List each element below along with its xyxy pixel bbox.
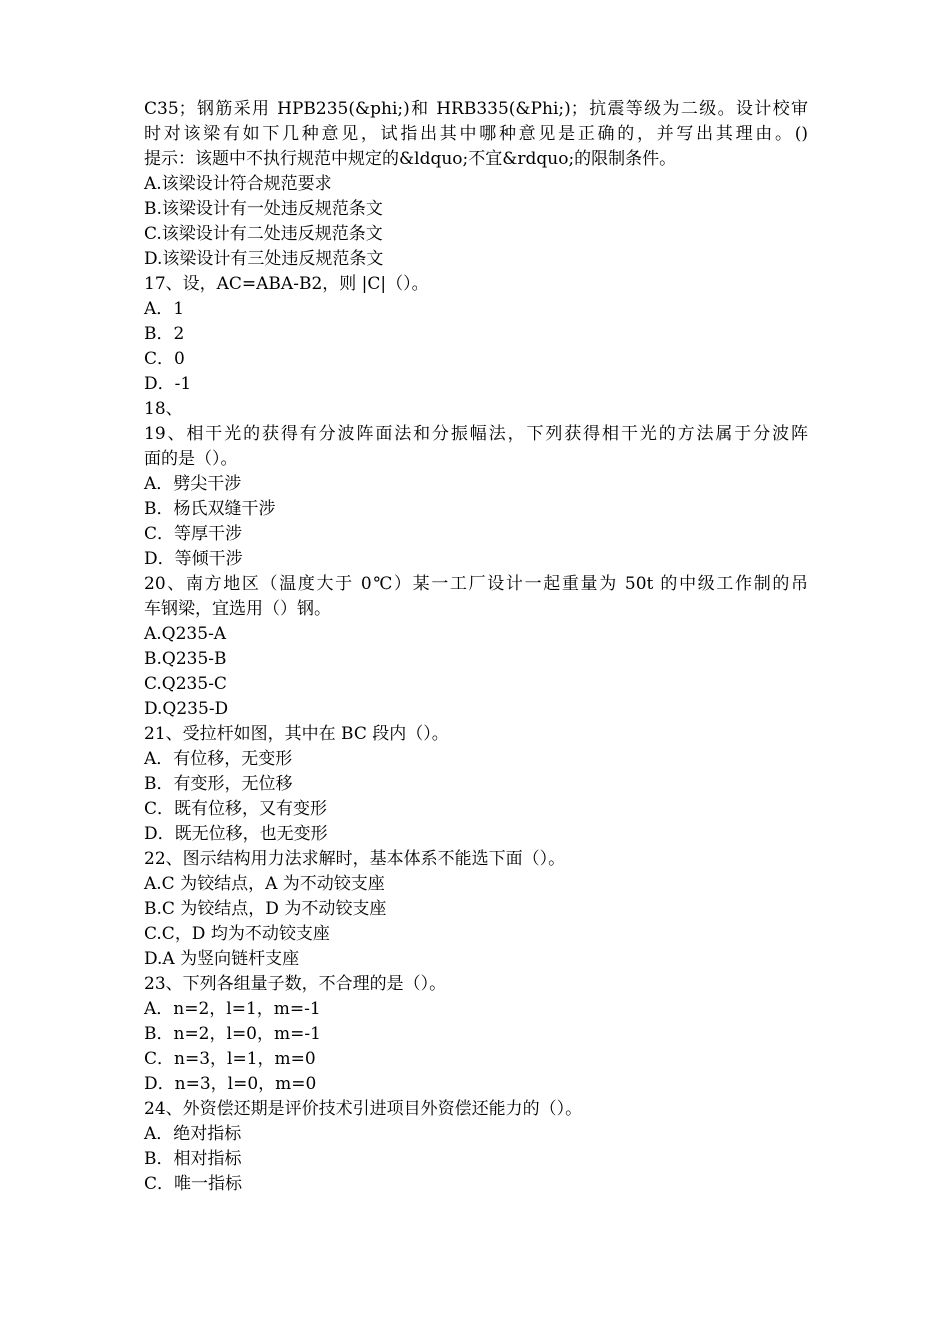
answer-option: A.该梁设计符合规范要求	[144, 174, 332, 194]
question-stem: 23、下列各组量子数，不合理的是（）。	[144, 974, 447, 994]
answer-option: D．既无位移，也无变形	[144, 824, 328, 844]
answer-option: A.Q235-A	[144, 624, 227, 644]
answer-option: D．-1	[144, 374, 192, 394]
answer-option: C．0	[144, 349, 185, 369]
answer-option: C.该梁设计有二处违反规范条文	[144, 224, 383, 244]
question-17	[144, 272, 808, 397]
question-stem-line: 时对该梁有如下几种意见，试指出其中哪种意见是正确的，并写出其理由。()	[144, 124, 808, 144]
question-intro	[144, 97, 808, 272]
answer-option: A．n=2，l=1，m=-1	[144, 999, 321, 1019]
question-stem-line: 19、相干光的获得有分波阵面法和分振幅法，下列获得相干光的方法属于分波阵	[144, 424, 808, 444]
question-stem-line: 车钢梁，宜选用（）钢。	[144, 599, 331, 619]
answer-option: A．有位移，无变形	[144, 749, 293, 769]
answer-option: B．相对指标	[144, 1149, 242, 1169]
question-stem: 21、受拉杆如图，其中在 BC 段内（）。	[144, 724, 449, 744]
answer-option: B．杨氏双缝干涉	[144, 499, 276, 519]
answer-option: D．等倾干涉	[144, 549, 243, 569]
question-stem: 24、外资偿还期是评价技术引进项目外资偿还能力的（）。	[144, 1099, 583, 1119]
question-18	[144, 397, 808, 422]
answer-option: A．劈尖干涉	[144, 474, 242, 494]
question-22	[144, 847, 808, 972]
answer-option: C．等厚干涉	[144, 524, 243, 544]
question-23	[144, 972, 808, 1097]
answer-option: A．1	[144, 299, 185, 319]
answer-option: B．有变形，无位移	[144, 774, 293, 794]
question-stem-line: 面的是（）。	[144, 449, 238, 469]
question-stem-line: 20、南方地区（温度大于 0℃）某一工厂设计一起重量为 50t 的中级工作制的吊	[144, 574, 808, 594]
question-stem: 18、	[144, 399, 183, 419]
answer-option: D．n=3，l=0，m=0	[144, 1074, 317, 1094]
question-stem: 22、图示结构用力法求解时，基本体系不能选下面（）。	[144, 849, 566, 869]
answer-option: C．n=3，l=1，m=0	[144, 1049, 316, 1069]
question-hint: 提示：该题中不执行规范中规定的&ldquo;不宜&rdquo;的限制条件。	[144, 149, 677, 169]
answer-option: B．2	[144, 324, 185, 344]
answer-option: A.C 为铰结点，A 为不动铰支座	[144, 874, 385, 894]
answer-option: B．n=2，l=0，m=-1	[144, 1024, 321, 1044]
answer-option: D.Q235-D	[144, 699, 229, 719]
document-body	[144, 97, 808, 1197]
question-stem-line: C35；钢筋采用 HPB235(&phi;)和 HRB335(&Phi;)；抗震等级为二级。设计校审	[144, 99, 808, 119]
answer-option: B.C 为铰结点，D 为不动铰支座	[144, 899, 387, 919]
question-24	[144, 1097, 808, 1197]
answer-option: C．唯一指标	[144, 1174, 243, 1194]
question-20	[144, 572, 808, 722]
answer-option: B.该梁设计有一处违反规范条文	[144, 199, 383, 219]
answer-option: C.C，D 均为不动铰支座	[144, 924, 330, 944]
answer-option: D.该梁设计有三处违反规范条文	[144, 249, 384, 269]
question-21	[144, 722, 808, 847]
question-stem: 17、设，AC=ABA-B2，则 |C|（）。	[144, 274, 429, 294]
answer-option: A．绝对指标	[144, 1124, 242, 1144]
answer-option: C．既有位移，又有变形	[144, 799, 328, 819]
question-19	[144, 422, 808, 572]
answer-option: D.A 为竖向链杆支座	[144, 949, 300, 969]
answer-option: B.Q235-B	[144, 649, 227, 669]
answer-option: C.Q235-C	[144, 674, 227, 694]
